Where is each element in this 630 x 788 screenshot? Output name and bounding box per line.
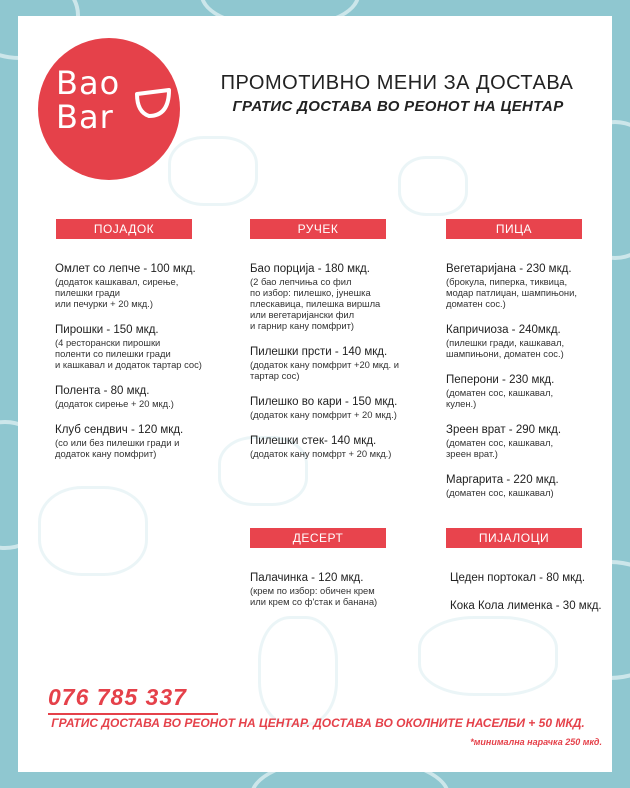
section-label-dessert: ДЕСЕРТ xyxy=(250,528,386,548)
menu-item xyxy=(250,345,399,381)
phone-number[interactable]: 076 785 337 xyxy=(48,684,187,710)
menu-item-description: (2 бао лепчиња со фил xyxy=(250,276,352,287)
menu-item-description: (пилешки гради, кашкавал, xyxy=(446,337,565,348)
menu-item xyxy=(446,473,577,498)
menu-item-description: (со или без пилешки гради и xyxy=(55,437,180,448)
menu-item xyxy=(446,423,577,459)
page-title: ПРОМОТИВНО МЕНИ ЗА ДОСТАВА xyxy=(220,72,574,94)
menu-item-description: (4 ресторански пирошки xyxy=(55,337,161,348)
menu-item-description: кулен.) xyxy=(446,398,477,409)
menu-item xyxy=(250,571,377,607)
menu-item xyxy=(446,373,577,409)
logo-text xyxy=(56,66,120,134)
logo-line-2: Bar xyxy=(56,98,114,136)
menu-item-description: (додаток кану помфрит + 20 мкд.) xyxy=(250,409,397,420)
menu-item-description: (доматен сос, кашкавал, xyxy=(446,387,554,398)
menu-item-description: плескавица, пилешка виршла xyxy=(250,298,381,309)
menu-item-description: зреен врат.) xyxy=(446,448,498,459)
section-label-breakfast: ПОЈАДОК xyxy=(56,219,192,239)
drinks-list xyxy=(450,571,602,627)
menu-item-name: Капричиоза - 240мкд. xyxy=(446,324,561,336)
menu-item-description: и кашкавал и додаток тартар сос) xyxy=(55,359,202,370)
menu-item-name: Пилешки стек- 140 мкд. xyxy=(250,435,377,447)
menu-item xyxy=(250,262,399,331)
menu-item-description: шампињони, доматен сос.) xyxy=(446,348,564,359)
menu-item-name: Вегетаријана - 230 мкд. xyxy=(446,263,572,275)
menu-item-name: Полента - 80 мкд. xyxy=(55,385,150,397)
menu-item-description: или вегетаријански фил xyxy=(250,309,355,320)
menu-item-description: (доматен сос, кашкавал, xyxy=(446,437,554,448)
menu-item xyxy=(55,423,202,459)
menu-item-name: Пирошки - 150 мкд. xyxy=(55,324,159,336)
menu-item-name: Омлет со лепче - 100 мкд. xyxy=(55,263,196,275)
menu-item-name: Пилешко во кари - 150 мкд. xyxy=(250,396,398,408)
menu-item-name: Цеден портокал - 80 мкд. xyxy=(450,572,586,584)
menu-item xyxy=(446,262,577,309)
breakfast-list xyxy=(55,262,202,473)
menu-item xyxy=(55,262,202,309)
baobar-logo xyxy=(38,38,180,180)
menu-item-name: Пилешки прсти - 140 мкд. xyxy=(250,346,388,358)
page-subtitle: ГРАТИС ДОСТАВА ВО РЕОНОТ НА ЦЕНТАР xyxy=(232,98,564,115)
menu-item-description: (брокула, пиперка, тиквица, xyxy=(446,276,568,287)
menu-item-description: по избор: пилешко, јунешка xyxy=(250,287,371,298)
menu-item xyxy=(250,395,399,420)
menu-item-description: модар патлиџан, шампињони, xyxy=(446,287,577,298)
logo-line-1: Bao xyxy=(56,64,121,102)
menu-item-description: или крем со ф'стак и банана) xyxy=(250,596,378,607)
section-label-lunch: РУЧЕК xyxy=(250,219,386,239)
menu-item-description: (додаток кану помфрит +20 мкд. и xyxy=(250,359,399,370)
menu-item-description: и гарнир кану помфрит) xyxy=(250,320,355,331)
menu-item-description: (додаток кану помфрт + 20 мкд.) xyxy=(250,448,392,459)
menu-item-name: Пеперони - 230 мкд. xyxy=(446,374,555,386)
menu-item xyxy=(450,571,602,585)
menu-item-description: поленти со пилешки гради xyxy=(55,348,171,359)
menu-item xyxy=(446,323,577,359)
menu-item-name: Маргарита - 220 мкд. xyxy=(446,474,559,486)
menu-item xyxy=(55,384,202,409)
menu-item-name: Бао порција - 180 мкд. xyxy=(250,263,370,275)
menu-item-description: пилешки гради xyxy=(55,287,121,298)
menu-item xyxy=(55,323,202,370)
menu-item-description: (додаток сирење + 20 мкд.) xyxy=(55,398,174,409)
section-label-drinks: ПИЈАЛОЦИ xyxy=(446,528,582,548)
phone-underline xyxy=(48,713,218,715)
menu-item-description: (додаток кашкавал, сирење, xyxy=(55,276,179,287)
menu-item-name: Кока Кола лименка - 30 мкд. xyxy=(450,600,602,612)
menu-item-name: Зреен врат - 290 мкд. xyxy=(446,424,562,436)
lunch-list xyxy=(250,262,399,473)
delivery-note: ГРАТИС ДОСТАВА ВО РЕОНОТ НА ЦЕНТАР. ДОСТАВА ВО ОКОЛНИТЕ НАСЕЛБИ + 50 МКД. xyxy=(51,716,585,730)
menu-item-name: Клуб сендвич - 120 мкд. xyxy=(55,424,184,436)
bowl-icon xyxy=(133,82,173,122)
dessert-list xyxy=(250,571,377,621)
menu-item-description: (крем по избор: обичен крем xyxy=(250,585,375,596)
pizza-list xyxy=(446,262,577,512)
section-label-pizza: ПИЦА xyxy=(446,219,582,239)
menu-item-description: (доматен сос, кашкавал) xyxy=(446,487,554,498)
menu-item xyxy=(450,599,602,613)
menu-item-description: додаток кану помфрит) xyxy=(55,448,157,459)
menu-item-description: или печурки + 20 мкд.) xyxy=(55,298,154,309)
menu-item-description: тартар сос) xyxy=(250,370,300,381)
menu-item-name: Палачинка - 120 мкд. xyxy=(250,572,364,584)
menu-item-description: доматен сос.) xyxy=(446,298,506,309)
menu-sheet xyxy=(18,16,612,772)
minimum-order-note: *минимална нарачка 250 мкд. xyxy=(470,737,602,747)
menu-item xyxy=(250,434,399,459)
